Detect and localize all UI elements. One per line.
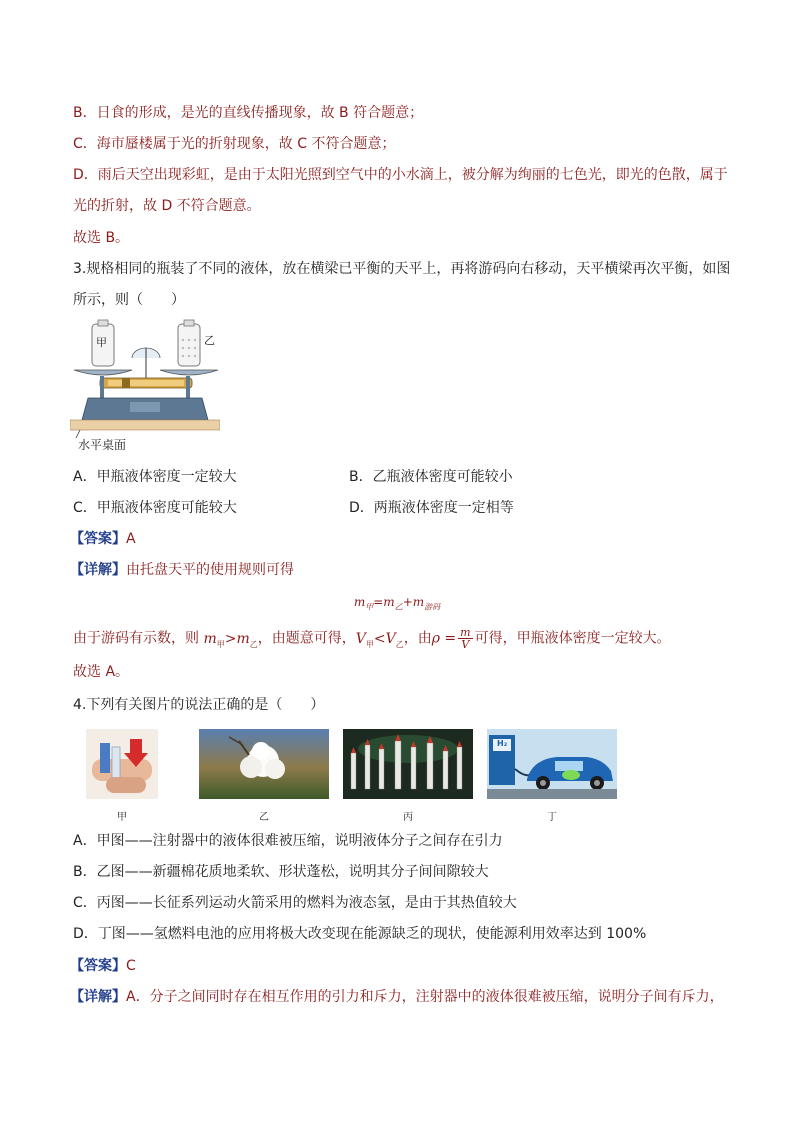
solution-conclusion: 故选 B。 xyxy=(73,230,130,246)
caption-ding: 丁 xyxy=(547,812,557,823)
figure-jia xyxy=(86,729,158,799)
q3-conclusion: 故选 A。 xyxy=(73,664,130,680)
q3-detail-line2: 由于游码有示数，则 $m_甲>m_乙$，由题意可得，$V_甲<V_乙$，由ρ = $\frac{m}{V}$ 可得，甲瓶液体密度一定较大。 xyxy=(73,626,671,651)
table-surface xyxy=(70,420,220,430)
right-bottle-label: 乙 xyxy=(204,334,215,347)
right-pan xyxy=(160,370,218,375)
right-bottle-icon xyxy=(178,324,200,366)
figure-ding xyxy=(487,729,617,799)
syringe-icon xyxy=(86,729,158,799)
h2-label: H₂ xyxy=(497,739,508,748)
q3-formula: $m_甲=m_乙+m_{游码}$ xyxy=(353,595,441,612)
q3-option-c: C．甲瓶液体密度可能较大 xyxy=(73,500,237,516)
q4-option-a: A．甲图——注射器中的液体很难被压缩，说明液体分子之间存在引力 xyxy=(73,833,503,849)
q3-answer xyxy=(70,529,136,549)
q4-stem: 4.下列有关图片的说法正确的是（ ） xyxy=(73,697,325,713)
caption-bing: 丙 xyxy=(403,812,413,823)
q3-stem-line2: 所示，则（ ） xyxy=(73,292,185,308)
q4-option-b: B．乙图——新疆棉花质地柔软、形状蓬松，说明其分子间间隙较大 xyxy=(73,864,489,880)
caption-jia: 甲 xyxy=(117,812,127,823)
solution-line-d-1: D．雨后天空出现彩虹，是由于太阳光照到空气中的小水滴上，被分解为绚丽的七色光，即光的色散，属于 xyxy=(73,167,728,183)
q3-option-d: D．两瓶液体密度一定相等 xyxy=(349,500,514,516)
detail-tag: 【详解】 xyxy=(70,562,126,578)
caption-yi: 乙 xyxy=(259,812,269,823)
density-fraction: $\frac{m}{V}$ xyxy=(460,626,471,651)
q4-option-d: D．丁图——氢燃料电池的应用将极大改变现在能源缺乏的现状，使能源利用效率达到 100% xyxy=(73,926,647,942)
figure-bing xyxy=(343,729,473,799)
rider xyxy=(122,378,130,388)
answer-tag: 【答案】 xyxy=(70,531,126,547)
balance-figure xyxy=(70,318,220,458)
left-pan xyxy=(74,370,132,375)
left-bottle-label: 甲 xyxy=(96,336,107,349)
q3-option-a: A．甲瓶液体密度一定较大 xyxy=(73,469,237,485)
solution-line-b: B．日食的形成，是光的直线传播现象，故 B 符合题意； xyxy=(73,105,424,121)
table-label: 水平桌面 xyxy=(78,438,127,452)
q3-detail-line1: 【详解】由托盘天平的使用规则可得 xyxy=(70,562,294,578)
q3-stem-line1: 3.规格相同的瓶装了不同的液体，放在横梁已平衡的天平上，再将游码向右移动，天平横梁再次平衡，如图 xyxy=(73,261,731,277)
q3-option-b: B．乙瓶液体密度可能较小 xyxy=(349,469,513,485)
q4-detail-line1: 【详解】A．分子之间同时存在相互作用的引力和斥力，注射器中的液体很难被压缩，说明分子间有斥力， xyxy=(70,989,724,1005)
rockets-icon xyxy=(343,729,473,799)
q4-answer: 【答案】C xyxy=(70,958,136,974)
q4-option-c: C．丙图——长征系列运动火箭采用的燃料为液态氢，是由于其热值较大 xyxy=(73,895,517,911)
solution-line-d-2: 光的折射，故 D 不符合题意。 xyxy=(73,198,261,214)
figure-yi xyxy=(199,729,329,799)
solution-line-c: C．海市蜃楼属于光的折射现象，故 C 不符合题意； xyxy=(73,136,396,152)
answer-value: A xyxy=(126,531,136,547)
cotton-icon xyxy=(199,729,329,799)
